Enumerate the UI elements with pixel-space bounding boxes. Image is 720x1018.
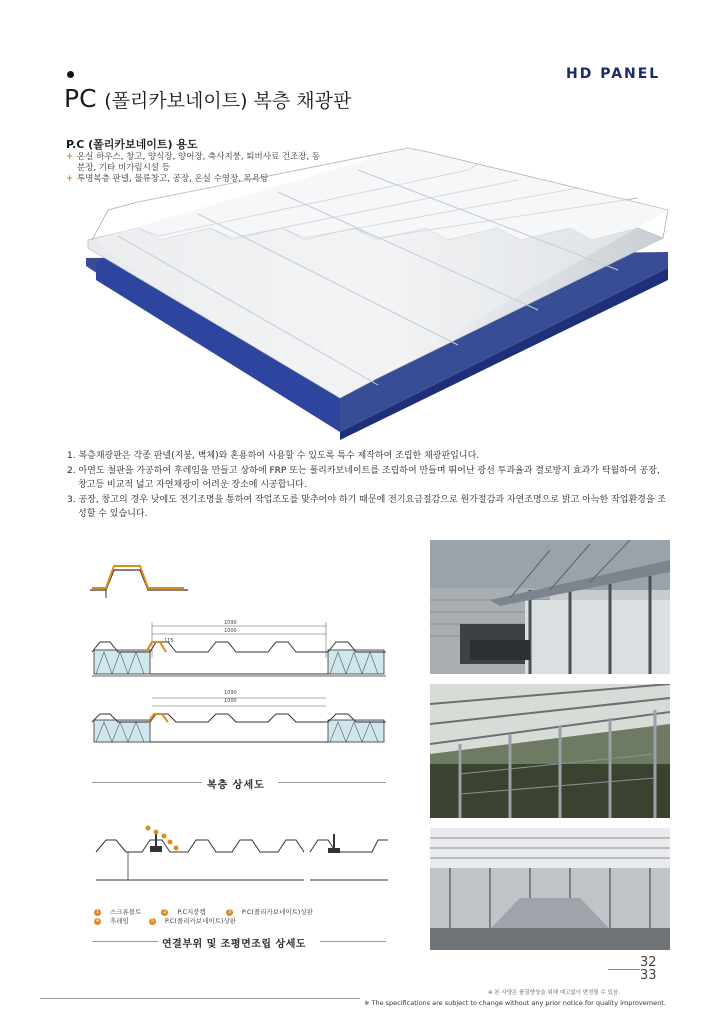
description-block <box>67 449 667 522</box>
photo-factory-exterior <box>430 540 670 674</box>
usage-item-text: 온실 하우스, 창고, 양식장, 양어장, 축사지붕, 퇴비사료 건조장, 동분장, 기타 비가림시설 등 <box>77 152 321 173</box>
legend-item <box>149 917 245 926</box>
legend-label: 스크류볼트 <box>110 908 142 916</box>
page-rule <box>608 969 640 970</box>
legend-label: 후레임 <box>110 917 129 925</box>
legend-number: 3 <box>227 908 232 915</box>
legend-item <box>226 908 322 917</box>
caption-rule-left <box>92 941 158 942</box>
page-title <box>64 84 351 116</box>
legend-number: 1 <box>95 908 100 915</box>
legend-row <box>94 908 331 917</box>
photo-structure-frame <box>430 684 670 818</box>
brand-logo: HD PANEL <box>566 66 661 82</box>
legend-label: P.C(폴리카보네이트)상판 <box>164 917 237 925</box>
usage-title: P.C (폴리카보네이트) 용도 <box>66 138 198 151</box>
legend-item <box>161 908 214 917</box>
description-item: 1. 복층채광판은 각종 판넬(지붕, 벽체)와 혼용하여 사용할 수 있도록 특수 제작하여 조립한 채광판입니다. <box>67 451 480 461</box>
dim-115: 115 <box>164 638 174 644</box>
legend-number: 2 <box>163 908 167 915</box>
caption-rule-right <box>320 941 386 942</box>
legend-label: P.C지붕캡 <box>177 908 206 916</box>
legend-item <box>94 908 150 917</box>
page-number-bottom: 33 <box>640 968 657 983</box>
caption-layer-detail: 복층 상세도 <box>207 780 265 791</box>
description-item: 3. 공장, 창고의 경우 낮에도 전기조명을 통하여 작업조도를 맞추어야 하기 때문에 전기요금절감으로 원가절감과 자연조명으로 밝고 아늑한 작업환경을 조성할 수 있습니다. <box>67 494 667 519</box>
plus-icon: + <box>66 174 74 184</box>
photo-interior-roof <box>430 828 670 950</box>
footer-note-english: ※ The specifications are subject to change without any prior notice for quality improvement. <box>364 999 666 1007</box>
caption-rule-right <box>278 782 386 783</box>
drawings-area <box>0 530 420 970</box>
legend-number: 4 <box>95 917 100 924</box>
joint-detail-drawing <box>92 822 392 892</box>
legend <box>94 908 331 926</box>
page-number <box>640 956 657 982</box>
legend-item <box>94 917 138 926</box>
caption-rule-left <box>92 782 202 783</box>
cross-section-2 <box>90 690 390 750</box>
plus-icon: + <box>66 152 74 162</box>
dim-1000: 1000 <box>224 628 237 634</box>
legend-label: P.C(폴리카보네이트)상판 <box>241 908 314 916</box>
title-pc: PC <box>64 84 97 113</box>
profile-detail-drawing <box>88 558 198 608</box>
legend-row <box>94 917 331 926</box>
usage-item-text: 투명복층 판넬, 물류창고, 공장, 온실 수영장, 목욕탕 <box>77 174 269 184</box>
dim-1000-b: 1000 <box>224 698 237 704</box>
bullet-dot <box>67 71 74 78</box>
dim-1090-b: 1090 <box>224 690 237 696</box>
footer-rule <box>40 998 360 999</box>
title-rest: (폴리카보네이트) 복층 채광판 <box>104 90 352 112</box>
footer-note-korean: ※ 본 사양은 품질향상을 위해 예고없이 변경될 수 있음. <box>488 990 620 996</box>
description-item: 2. 아연도 철판을 가공하여 후레임을 만들고 상하에 FRP 또는 폴리카보네이트를 조립하여 만들며 뛰어난 광선 투과율과 결로방지 효과가 탁월하여 공장, 창고등 비교적 넓고 자연채광이 어려운 장소에 시공합니다. <box>67 465 660 490</box>
page-number-top: 32 <box>640 955 657 970</box>
caption-joint-detail: 연결부위 및 조평면조립 상세도 <box>162 939 307 950</box>
cross-section-1 <box>90 618 390 688</box>
legend-number: 5 <box>150 917 155 924</box>
panel-product-illustration <box>78 140 678 440</box>
dim-1090: 1090 <box>224 620 237 626</box>
